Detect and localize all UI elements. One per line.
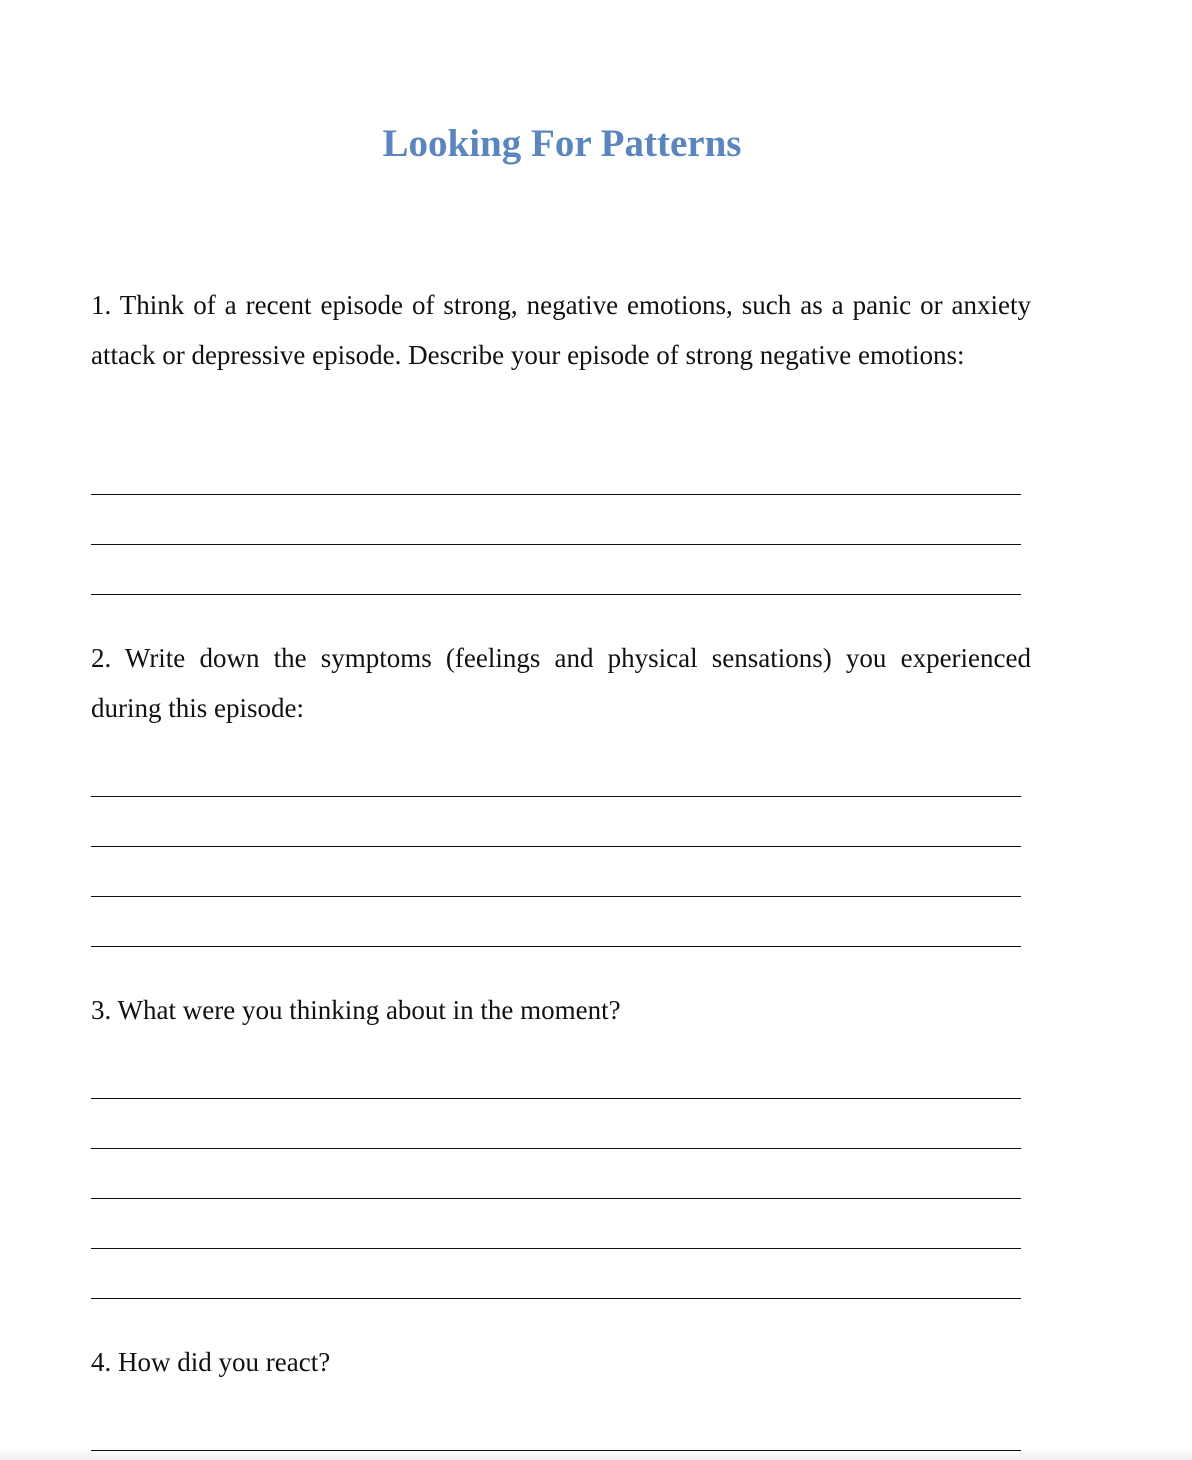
question-2: 2. Write down the symptoms (feelings and physical sensations) you experienced during this episode: xyxy=(91,643,1031,723)
question-1: 1. Think of a recent episode of strong, negative emotions, such as a panic or anxiety attack or depressive episode. Describe your episode of strong negative emotions: xyxy=(91,290,1031,370)
answer-line[interactable] xyxy=(91,796,1021,797)
answer-line[interactable] xyxy=(91,1298,1021,1299)
answer-line[interactable] xyxy=(91,544,1021,545)
answer-line[interactable] xyxy=(91,1198,1021,1199)
answer-line[interactable] xyxy=(91,494,1021,495)
answer-line[interactable] xyxy=(91,1248,1021,1249)
answer-line[interactable] xyxy=(91,846,1021,847)
answer-line[interactable] xyxy=(91,946,1021,947)
question-4: 4. How did you react? xyxy=(91,1347,331,1377)
answer-line[interactable] xyxy=(91,1148,1021,1149)
page-edge-shadow xyxy=(0,1448,1192,1460)
answer-line[interactable] xyxy=(91,1098,1021,1099)
question-3: 3. What were you thinking about in the moment? xyxy=(91,995,621,1025)
page-title: Looking For Patterns xyxy=(382,122,742,165)
answer-line[interactable] xyxy=(91,896,1021,897)
answer-line[interactable] xyxy=(91,594,1021,595)
